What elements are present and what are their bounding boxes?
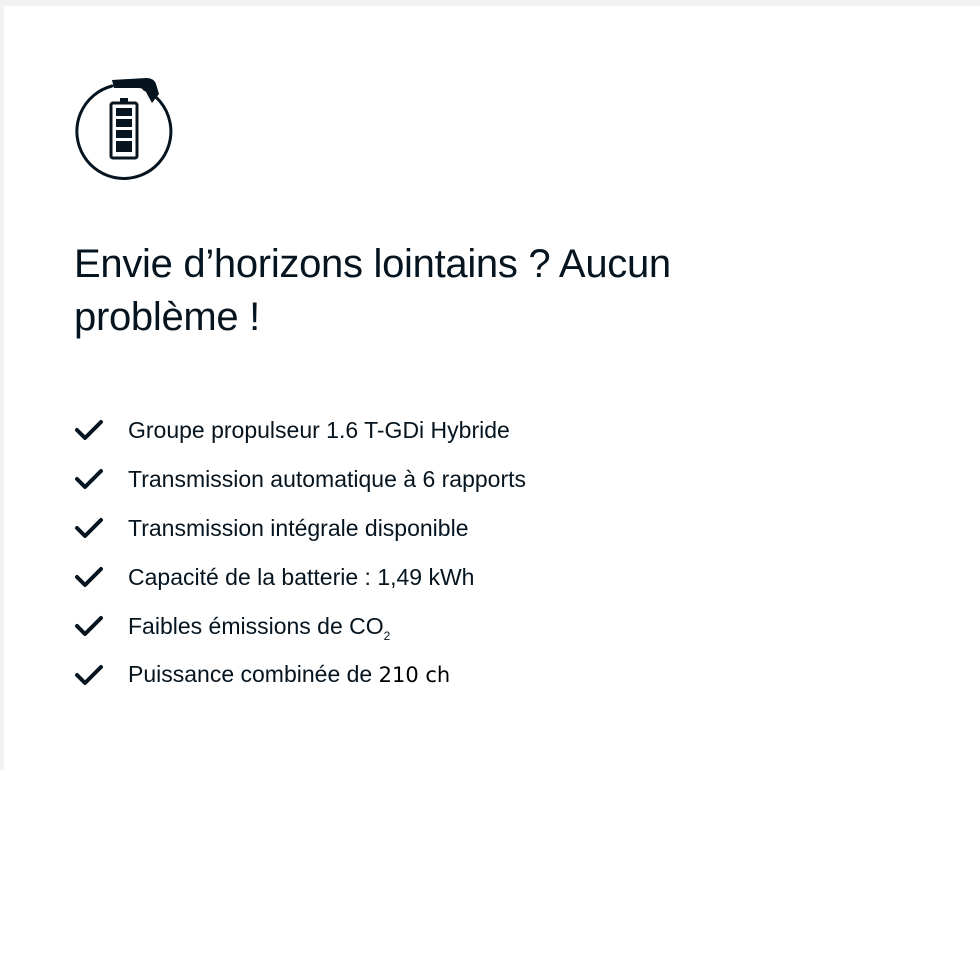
feature-label <box>128 611 390 641</box>
list-item <box>74 552 526 601</box>
feature-list <box>74 405 526 699</box>
check-icon <box>74 664 104 686</box>
battery-fuel-pump-icon <box>72 72 184 186</box>
power-value: 210 ch <box>378 663 451 687</box>
feature-label-main: Faibles émissions de CO <box>128 612 384 639</box>
check-icon <box>74 468 104 490</box>
list-item <box>74 503 526 552</box>
subscript-2: 2 <box>383 628 391 643</box>
list-item <box>74 601 526 650</box>
feature-label: Groupe propulseur 1.6 T-GDi Hybride <box>128 416 510 443</box>
check-icon <box>74 419 104 441</box>
feature-label: Transmission automatique à 6 rapports <box>128 465 527 492</box>
check-icon <box>74 566 104 588</box>
list-item <box>74 454 526 503</box>
feature-label <box>128 659 450 690</box>
page-title: Envie d’horizons lointains ? Aucun problème ! <box>74 242 671 339</box>
list-item <box>74 405 526 454</box>
list-item <box>74 650 526 699</box>
feature-label-main: Puissance combinée de <box>128 661 379 687</box>
check-icon <box>74 517 104 539</box>
feature-label: Capacité de la batterie : 1,49 kWh <box>128 563 475 590</box>
check-icon <box>74 615 104 637</box>
feature-label: Transmission intégrale disponible <box>128 514 469 541</box>
